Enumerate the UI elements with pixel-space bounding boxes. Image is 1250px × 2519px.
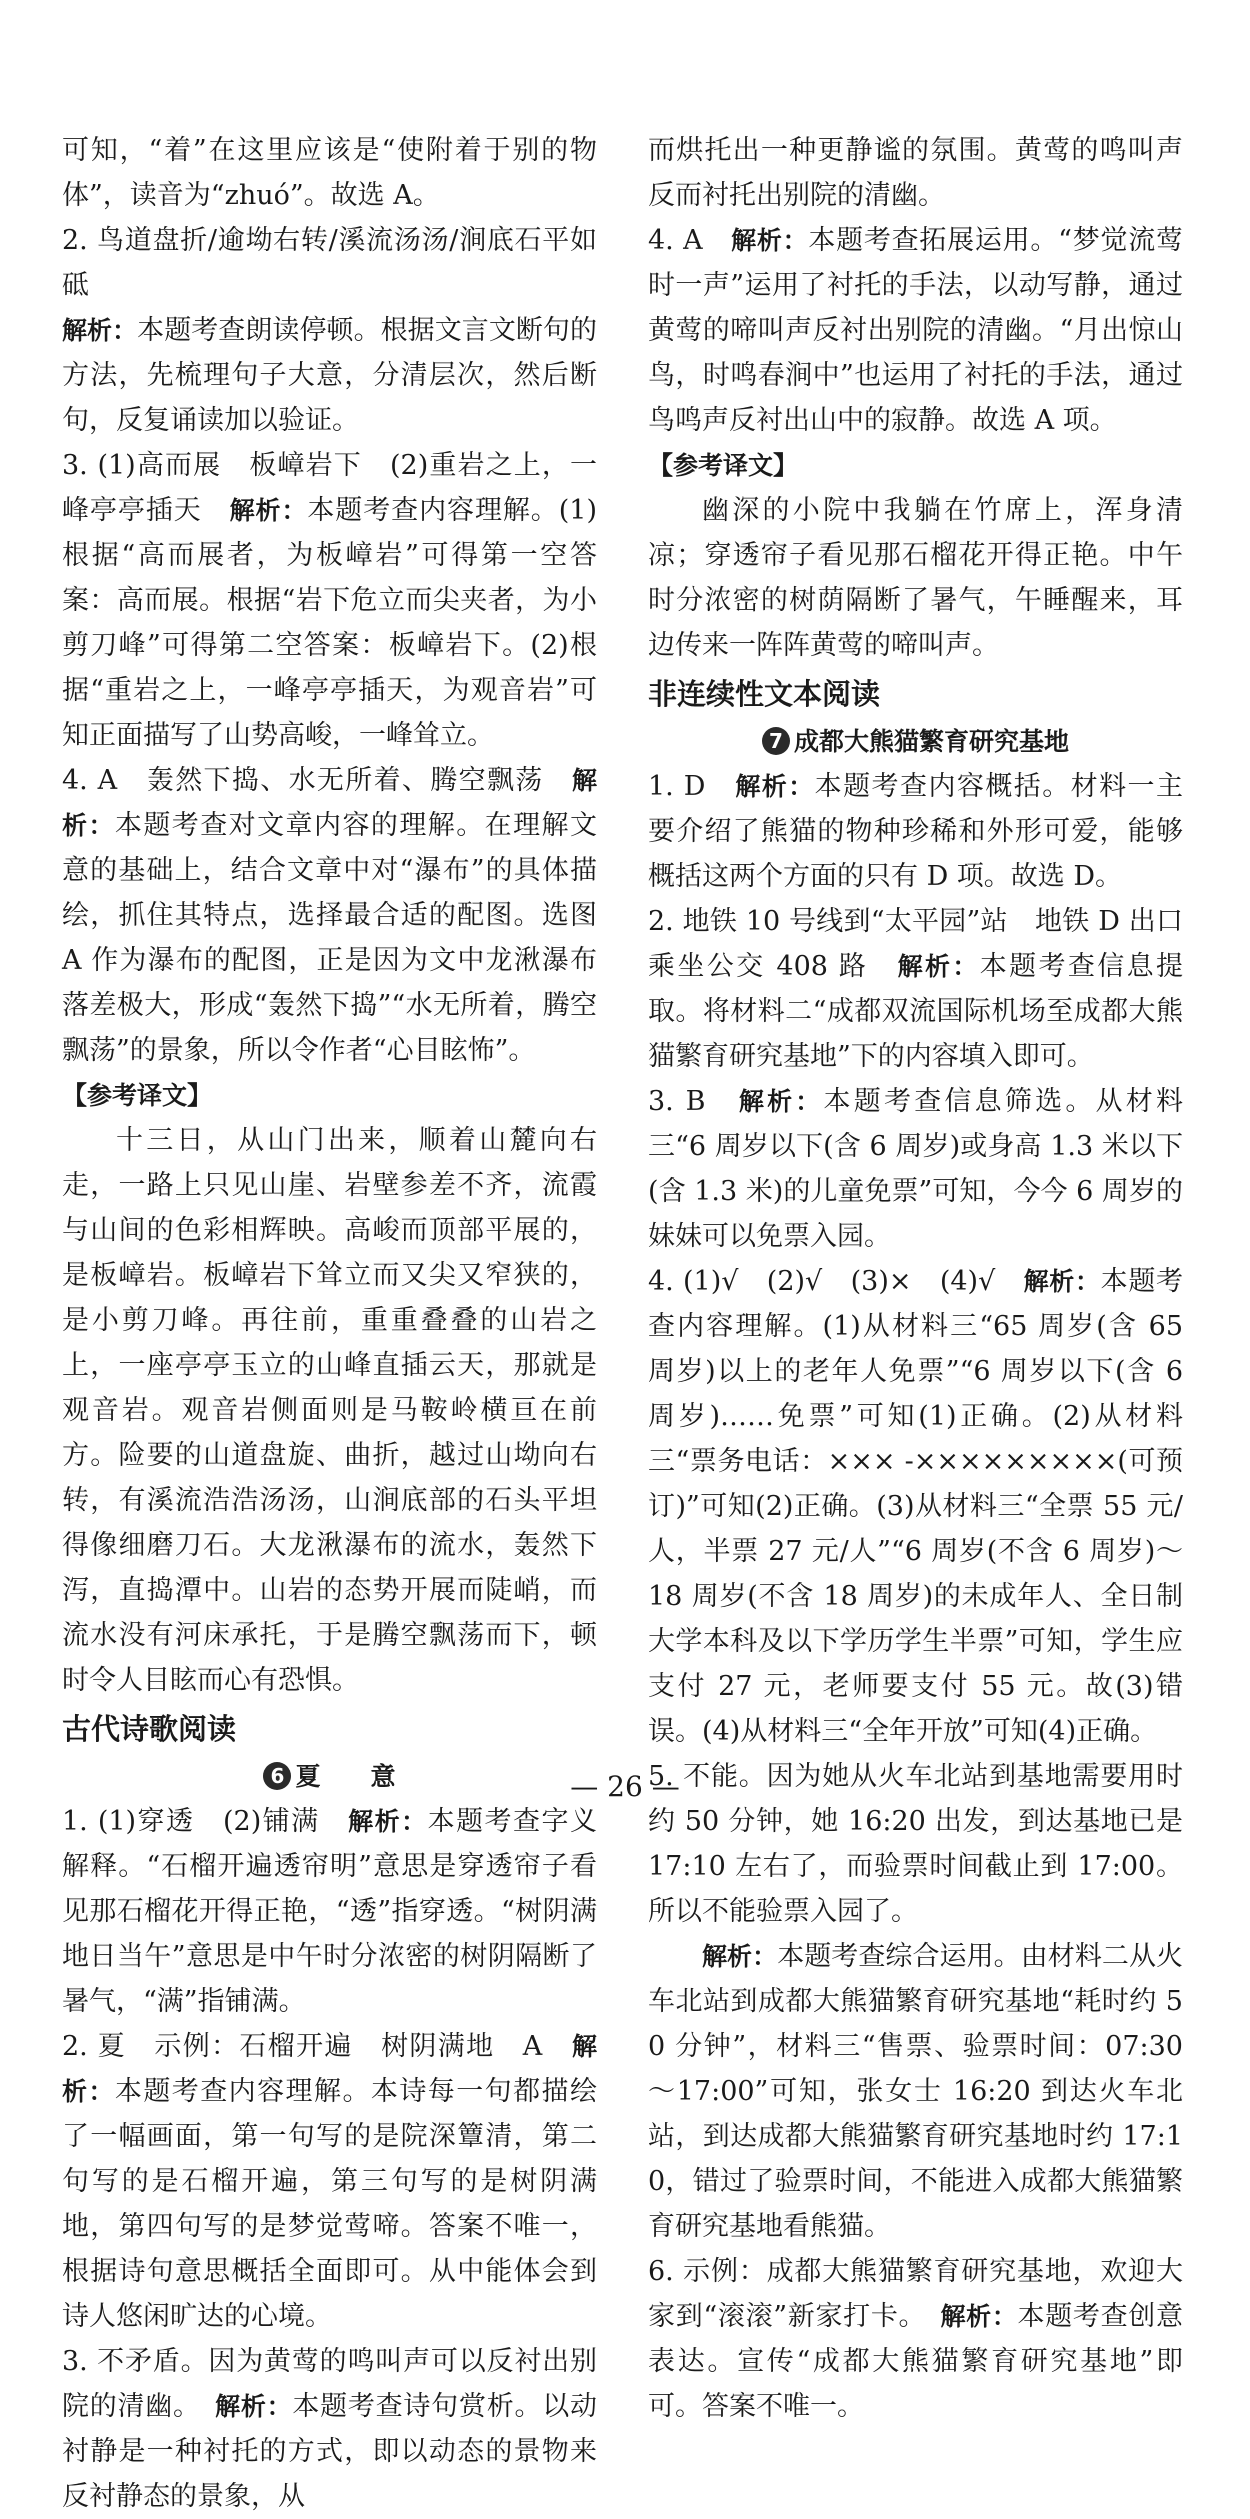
analysis-text: 本题考查内容理解。本诗每一句都描绘了一幅画面，第一句写的是院深簟清，第二句写的是石榴开遍，第三句写的是树阴满地，第四句写的是梦觉莺啼。答案不唯一，根据诗句意思概括全面即可。从中能体会到诗人悠闲旷达的心境。 bbox=[62, 2076, 597, 2332]
poem-title-text: 夏 意 bbox=[295, 1762, 396, 1791]
analysis-text: 本题考查字义解释。“石榴开遍透帘明”意思是穿透帘子看见那石榴花开得正艳，“透”指穿透。“树阴满地日当午”意思是中午时分浓密的树阴隔断了暑气，“满”指铺满。 bbox=[62, 1806, 597, 2017]
answer-text: 3. 不矛盾。因为黄莺的鸣叫声可以反衬出别院的清幽。 bbox=[62, 2346, 597, 2422]
analysis-text: 本题考查信息提取。将材料二“成都双流国际机场至成都大熊猫繁育研究基地”下的内容填入即可。 bbox=[648, 951, 1183, 1072]
answer-text: 1. D bbox=[648, 771, 736, 802]
text-line: 可知，“着”在这里应该是“使附着于别的物体”，读音为“zhuó”。故选 A。 bbox=[62, 135, 597, 211]
q1-answer bbox=[648, 764, 1183, 899]
analysis-label: 解析： bbox=[62, 316, 138, 345]
reference-translation-heading: 【参考译文】 bbox=[62, 1081, 213, 1110]
analysis-label: 解析： bbox=[215, 2392, 293, 2421]
analysis-text: 本题考查综合运用。由材料二从火车北站到成都大熊猫繁育研究基地“耗时约 50 分钟”，材料三“售票、验票时间：07:30～17:00”可知，张女士 16:20 到达火车北站，到达成都大熊猫繁育研究基地时约 17:10，错过了验票时间，不能进入成都大熊猫繁育研究基地看熊猫。 bbox=[648, 1941, 1183, 2242]
p1-answer bbox=[62, 1799, 597, 2024]
q4-answer bbox=[62, 758, 597, 1073]
answer-text: 4. A 轰然下捣、水无所着、腾空飘荡 bbox=[62, 765, 572, 796]
q5-answer: 5. 不能。因为她从火车北站到基地需要用时约 50 分钟，她 16:20 出发，到达基地已是 17:10 左右了，而验票时间截止到 17:00。所以不能验票入园了。 bbox=[648, 1761, 1183, 1927]
q3-answer bbox=[62, 443, 597, 758]
p3-answer bbox=[62, 2339, 597, 2519]
analysis-label: 解析： bbox=[940, 2302, 1018, 2331]
reference-translation-text: 幽深的小院中我躺在竹席上，浑身清凉；穿透帘子看见那石榴花开得正艳。中午时分浓密的树荫隔断了暑气，午睡醒来，耳边传来一阵阵黄莺的啼叫声。 bbox=[648, 495, 1183, 661]
analysis-label: 解析： bbox=[738, 1087, 824, 1116]
number-badge-icon: 6 bbox=[263, 1762, 291, 1790]
answer-text: 2. 夏 示例：石榴开遍 树阴满地 A bbox=[62, 2031, 572, 2062]
analysis-label: 解析： bbox=[62, 2032, 597, 2106]
q2-analysis bbox=[62, 308, 597, 443]
analysis-label: 解析： bbox=[702, 1942, 778, 1971]
q3-answer bbox=[648, 1079, 1183, 1259]
q4-answer bbox=[648, 1259, 1183, 1754]
passage-title bbox=[648, 720, 1183, 764]
analysis-label: 解析： bbox=[348, 1807, 428, 1836]
number-badge-icon: 7 bbox=[762, 727, 790, 755]
analysis-label: 解析： bbox=[731, 226, 809, 255]
answer-text: 1. (1)穿透 (2)铺满 bbox=[62, 1806, 349, 1837]
answer-text: 3. B bbox=[648, 1086, 739, 1117]
analysis-label: 解析： bbox=[735, 772, 815, 801]
answer-text: 6. 示例：成都大熊猫繁育研究基地，欢迎大家到“滚滚”新家打卡。 bbox=[648, 2256, 1183, 2332]
answer-text: 4. A bbox=[648, 225, 732, 256]
reference-translation-text: 十三日，从山门出来，顺着山麓向右走，一路上只见山崖、岩壁参差不齐，流霞与山间的色彩相辉映。高峻而顶部平展的，是板嶂岩。板嶂岩下耸立而又尖又窄狭的，是小剪刀峰。再往前，重重叠叠的山岩之上，一座亭亭玉立的山峰直插云天，那就是观音岩。观音岩侧面则是马鞍岭横亘在前方。险要的山道盘旋、曲折，越过山坳向右转，有溪流浩浩汤汤，山涧底部的石头平坦得像细磨刀石。大龙湫瀑布的流水，轰然下泻，直捣潭中。山岩的态势开展而陡峭，而流水没有河床承托，于是腾空飘荡而下，顿时令人目眩而心有恐惧。 bbox=[62, 1125, 597, 1696]
analysis-text: 本题考查创意表达。宣传“成都大熊猫繁育研究基地”即可。答案不唯一。 bbox=[648, 2301, 1183, 2422]
q2-answer bbox=[648, 899, 1210, 1079]
page-number: — 26 — bbox=[570, 1770, 680, 1803]
p4-answer bbox=[648, 218, 1183, 443]
analysis-label: 解析： bbox=[229, 496, 308, 525]
analysis-label: 解析： bbox=[897, 952, 980, 981]
analysis-text: 本题考查朗读停顿。根据文言文断句的方法，先梳理句子大意，分清层次，然后断句，反复诵读加以验证。 bbox=[62, 315, 597, 436]
analysis-label: 解析： bbox=[62, 766, 597, 840]
analysis-text: 本题考查内容理解。(1)从材料三“65 周岁(含 65 周岁)以上的老年人免票”“6 周岁以下(含 6 周岁)……免票”可知(1)正确。(2)从材料三“票务电话：××× -×××××××××(可预订)”可知(2)正确。(3)从材料三“全票 55 元/人，半票 27 元/人”“6 周岁(不含 6 周岁)～18 周岁(不含 18 周岁)的未成年人、全日制大学本科及以下学历学生半票”可知，学生应支付 27 元，老师要支付 55 元。故(3)错误。(4)从材料三“全年开放”可知(4)正确。 bbox=[648, 1266, 1184, 1747]
left-column bbox=[62, 128, 597, 2519]
reference-translation-heading: 【参考译文】 bbox=[648, 451, 799, 480]
text-line: 而烘托出一种更静谧的氛围。黄莺的鸣叫声反而衬托出别院的清幽。 bbox=[648, 135, 1183, 211]
q6-answer bbox=[648, 2249, 1183, 2429]
answer-text: 2. 地铁 10 号线到“太平园”站 地铁 D 出口 乘坐公交 408 路 bbox=[648, 906, 1210, 982]
analysis-text: 本题考查内容理解。(1)根据“高而展者，为板嶂岩”可得第一空答案：高而展。根据“岩下危立而尖夹者，为小剪刀峰”可得第二空答案：板嶂岩下。(2)根据“重岩之上，一峰亭亭插天，为观音岩”可知正面描写了山势高峻，一峰耸立。 bbox=[62, 495, 597, 751]
right-column bbox=[648, 128, 1210, 2429]
analysis-label: 解析： bbox=[1023, 1267, 1101, 1296]
section-heading: 古代诗歌阅读 bbox=[62, 1712, 237, 1746]
answer-text: 3. (1)高而展 板嶂岩下 (2)重岩之上，一峰亭亭插天 bbox=[62, 450, 597, 526]
q5-analysis bbox=[648, 1934, 1183, 2249]
analysis-text: 本题考查内容概括。材料一主要介绍了熊猫的物种珍稀和外形可爱，能够概括这两个方面的只有 D 项。故选 D。 bbox=[648, 771, 1183, 892]
section-heading: 非连续性文本阅读 bbox=[648, 677, 881, 711]
p2-answer bbox=[62, 2024, 597, 2339]
answer-text: 4. (1)√ (2)√ (3)× (4)√ bbox=[648, 1266, 1024, 1297]
analysis-text: 本题考查诗句赏析。以动衬静是一种衬托的方式，即以动态的景物来反衬静态的景象，从 bbox=[62, 2391, 597, 2512]
analysis-text: 本题考查信息筛选。从材料三“6 周岁以下(含 6 周岁)或身高 1.3 米以下(含 1.3 米)的儿童免票”可知，今今 6 周岁的妹妹可以免票入园。 bbox=[648, 1086, 1183, 1252]
analysis-text: 本题考查对文章内容的理解。在理解文意的基础上，结合文章中对“瀑布”的具体描绘，抓住其特点，选择最合适的配图。选图 A 作为瀑布的配图，正是因为文中龙湫瀑布落差极大，形成“轰然下捣”“水无所着，腾空飘荡”的景象，所以令作者“心目眩怖”。 bbox=[62, 810, 597, 1066]
passage-title-text: 成都大熊猫繁育研究基地 bbox=[793, 727, 1069, 756]
analysis-text: 本题考查拓展运用。“梦觉流莺时一声”运用了衬托的手法，以动写静，通过黄莺的啼叫声反衬出别院的清幽。“月出惊山鸟，时鸣春涧中”也运用了衬托的手法，通过鸟鸣声反衬出山中的寂静。故选 A 项。 bbox=[648, 225, 1183, 436]
text-line: 2. 鸟道盘折/逾坳右转/溪流汤汤/涧底石平如砥 bbox=[62, 225, 597, 301]
